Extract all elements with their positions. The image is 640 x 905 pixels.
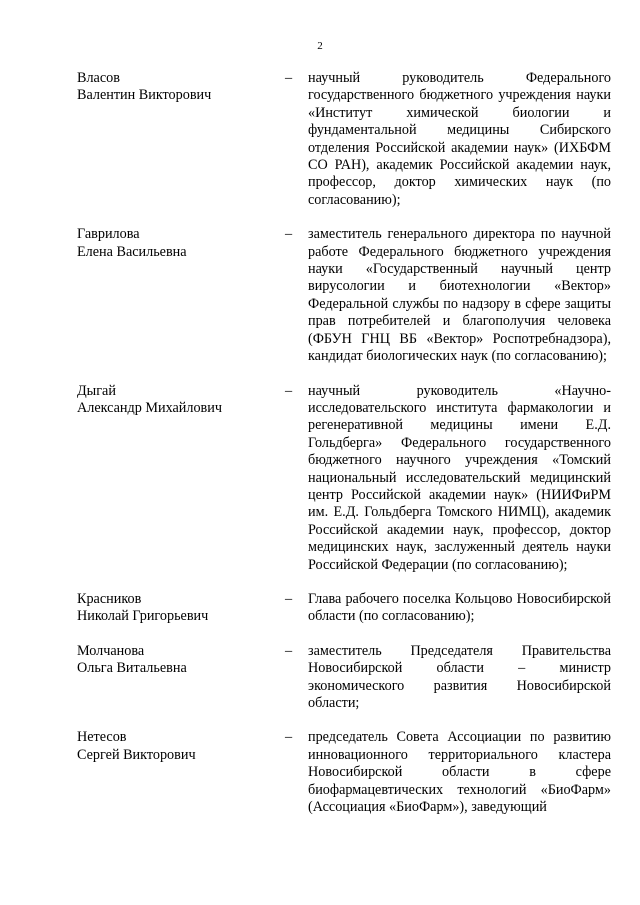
member-surname: Нетесов xyxy=(77,729,127,746)
member-given-names: Александр Михайлович xyxy=(77,399,222,416)
member-name xyxy=(77,70,285,105)
dash-separator: – xyxy=(285,226,293,243)
member-entry xyxy=(77,591,611,626)
member-entry xyxy=(77,226,611,365)
dash-separator: – xyxy=(285,382,293,399)
member-entry xyxy=(77,729,611,816)
member-description: Глава рабочего поселка Кольцово Новосибирской области (по согласованию); xyxy=(308,590,611,625)
member-name xyxy=(77,729,285,764)
member-description: заместитель генерального директора по научной работе Федерального бюджетного учреждения науки «Государственный научный центр вирусологии и биотехнологии «Вектор» Федеральной службы по надзору в сфере защиты прав потребителей и благополучия человека (ФБУН ГНЦ ВБ «Вектор» Роспотребнадзора), кандидат биологических наук (по согласованию); xyxy=(308,226,611,365)
member-description: председатель Совета Ассоциации по развитию инновационного территориального кластера Новосибирской области в сфере биофармацевтических технологий «БиоФарм» (Ассоциация «БиоФарм»), заведующий xyxy=(308,729,611,816)
member-given-names: Валентин Викторович xyxy=(77,87,212,104)
member-description: научный руководитель Федерального государственного бюджетного учреждения науки «Институт химической биологии и фундаментальной медицины Сибирского отделения Российской академии наук» (ИХБФМ СО РАН), академик Российской академии наук, профессор, доктор химических наук (по согласованию); xyxy=(308,70,611,208)
dash-separator: – xyxy=(285,70,293,86)
member-entry xyxy=(77,643,611,713)
member-description: научный руководитель «Научно-исследовательского института фармакологии и регенеративной медицины имени Е.Д. Гольдберга» Федерального государственного бюджетного научного учреждения «Томский национальный исследовательский медицинский центр Российской академии наук» (НИИФиРМ им. Е.Д. Гольдберга Томского НИМЦ), академик Российской академии наук, профессор, доктор медицинских наук, заслуженный деятель науки Российской Федерации (по согласованию); xyxy=(308,382,611,573)
member-entry xyxy=(77,383,611,574)
member-surname: Гаврилова xyxy=(77,226,140,243)
page-number: 2 xyxy=(317,40,323,52)
member-list xyxy=(77,70,611,833)
member-description: заместитель Председателя Правительства Новосибирской области – министр экономического развития Новосибирской области; xyxy=(308,642,611,711)
member-given-names: Сергей Викторович xyxy=(77,746,196,763)
member-surname: Власов xyxy=(77,70,120,86)
member-given-names: Николай Григорьевич xyxy=(77,608,209,625)
member-surname: Дыгай xyxy=(77,382,116,399)
member-name xyxy=(77,591,285,626)
dash-separator: – xyxy=(285,590,293,607)
member-name xyxy=(77,383,285,418)
member-given-names: Елена Васильевна xyxy=(77,243,187,260)
member-surname: Молчанова xyxy=(77,642,145,659)
member-surname: Красников xyxy=(77,590,142,607)
dash-separator: – xyxy=(285,729,293,746)
member-name xyxy=(77,226,285,261)
member-name xyxy=(77,643,285,678)
member-given-names: Ольга Витальевна xyxy=(77,660,187,677)
dash-separator: – xyxy=(285,642,293,659)
member-entry xyxy=(77,70,611,209)
